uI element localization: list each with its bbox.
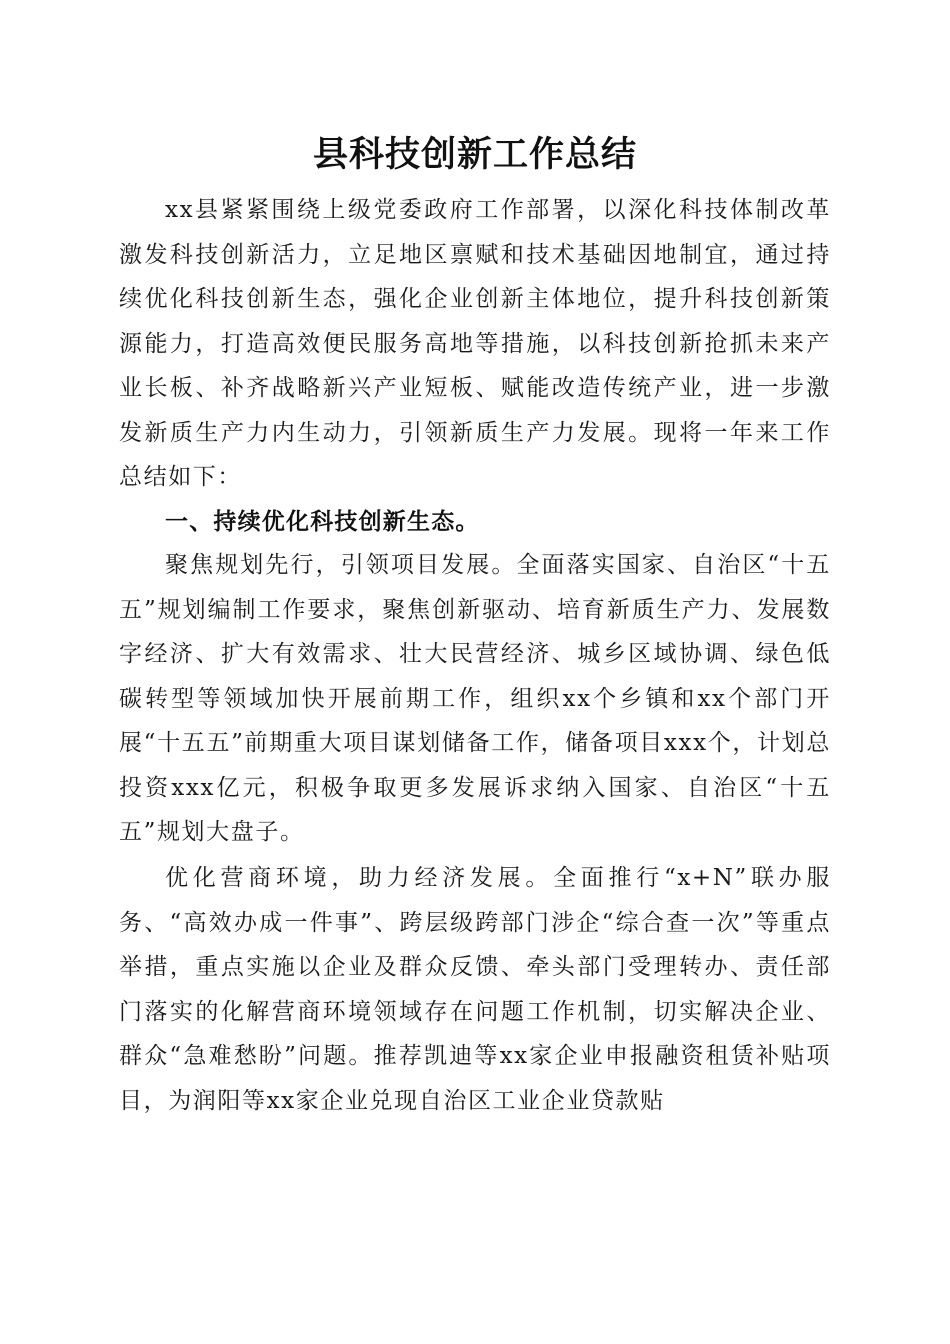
section-heading-1: 一、持续优化科技创新生态。 (165, 509, 480, 535)
business-environment-paragraph: 优化营商环境，助力经济发展。全面推行“x+N”联办服务、“高效办成一件事”、跨层级跨部门涉企“综合查一次”等重点举措，重点实施以企业及群众反馈、牵头部门受理转办、责任部门落实的化解营商环境领域存在问题工作机制，切实解决企业、群众“急难愁盼”问题。推荐凯迪等xx家企业申报融资租赁补贴项目，为润阳等xx家企业兑现自治区工业企业贷款贴 (119, 865, 831, 1114)
intro-paragraph: xx县紧紧围绕上级党委政府工作部署，以深化科技体制改革激发科技创新活力，立足地区禀赋和技术基础因地制宜，通过持续优化科技创新生态，强化企业创新主体地位，提升科技创新策源能力，打造高效便民服务高地等措施，以科技创新抢抓未来产业长板、补齐战略新兴产业短板、赋能改造传统产业，进一步激发新质生产力内生动力，引领新质生产力发展。现将一年来工作总结如下： (119, 197, 831, 490)
document-title: 县科技创新工作总结 (312, 134, 637, 175)
planning-paragraph: 聚焦规划先行，引领项目发展。全面落实国家、自治区“十五五”规划编制工作要求，聚焦创新驱动、培育新质生产力、发展数字经济、扩大有效需求、壮大民营经济、城乡区域协调、绿色低碳转型等领域加快开展前期工作，组织xx个乡镇和xx个部门开展“十五五”前期重大项目谋划储备工作，储备项目xxx个，计划总投资xxx亿元，积极争取更多发展诉求纳入国家、自治区“十五五”规划大盘子。 (119, 552, 831, 845)
